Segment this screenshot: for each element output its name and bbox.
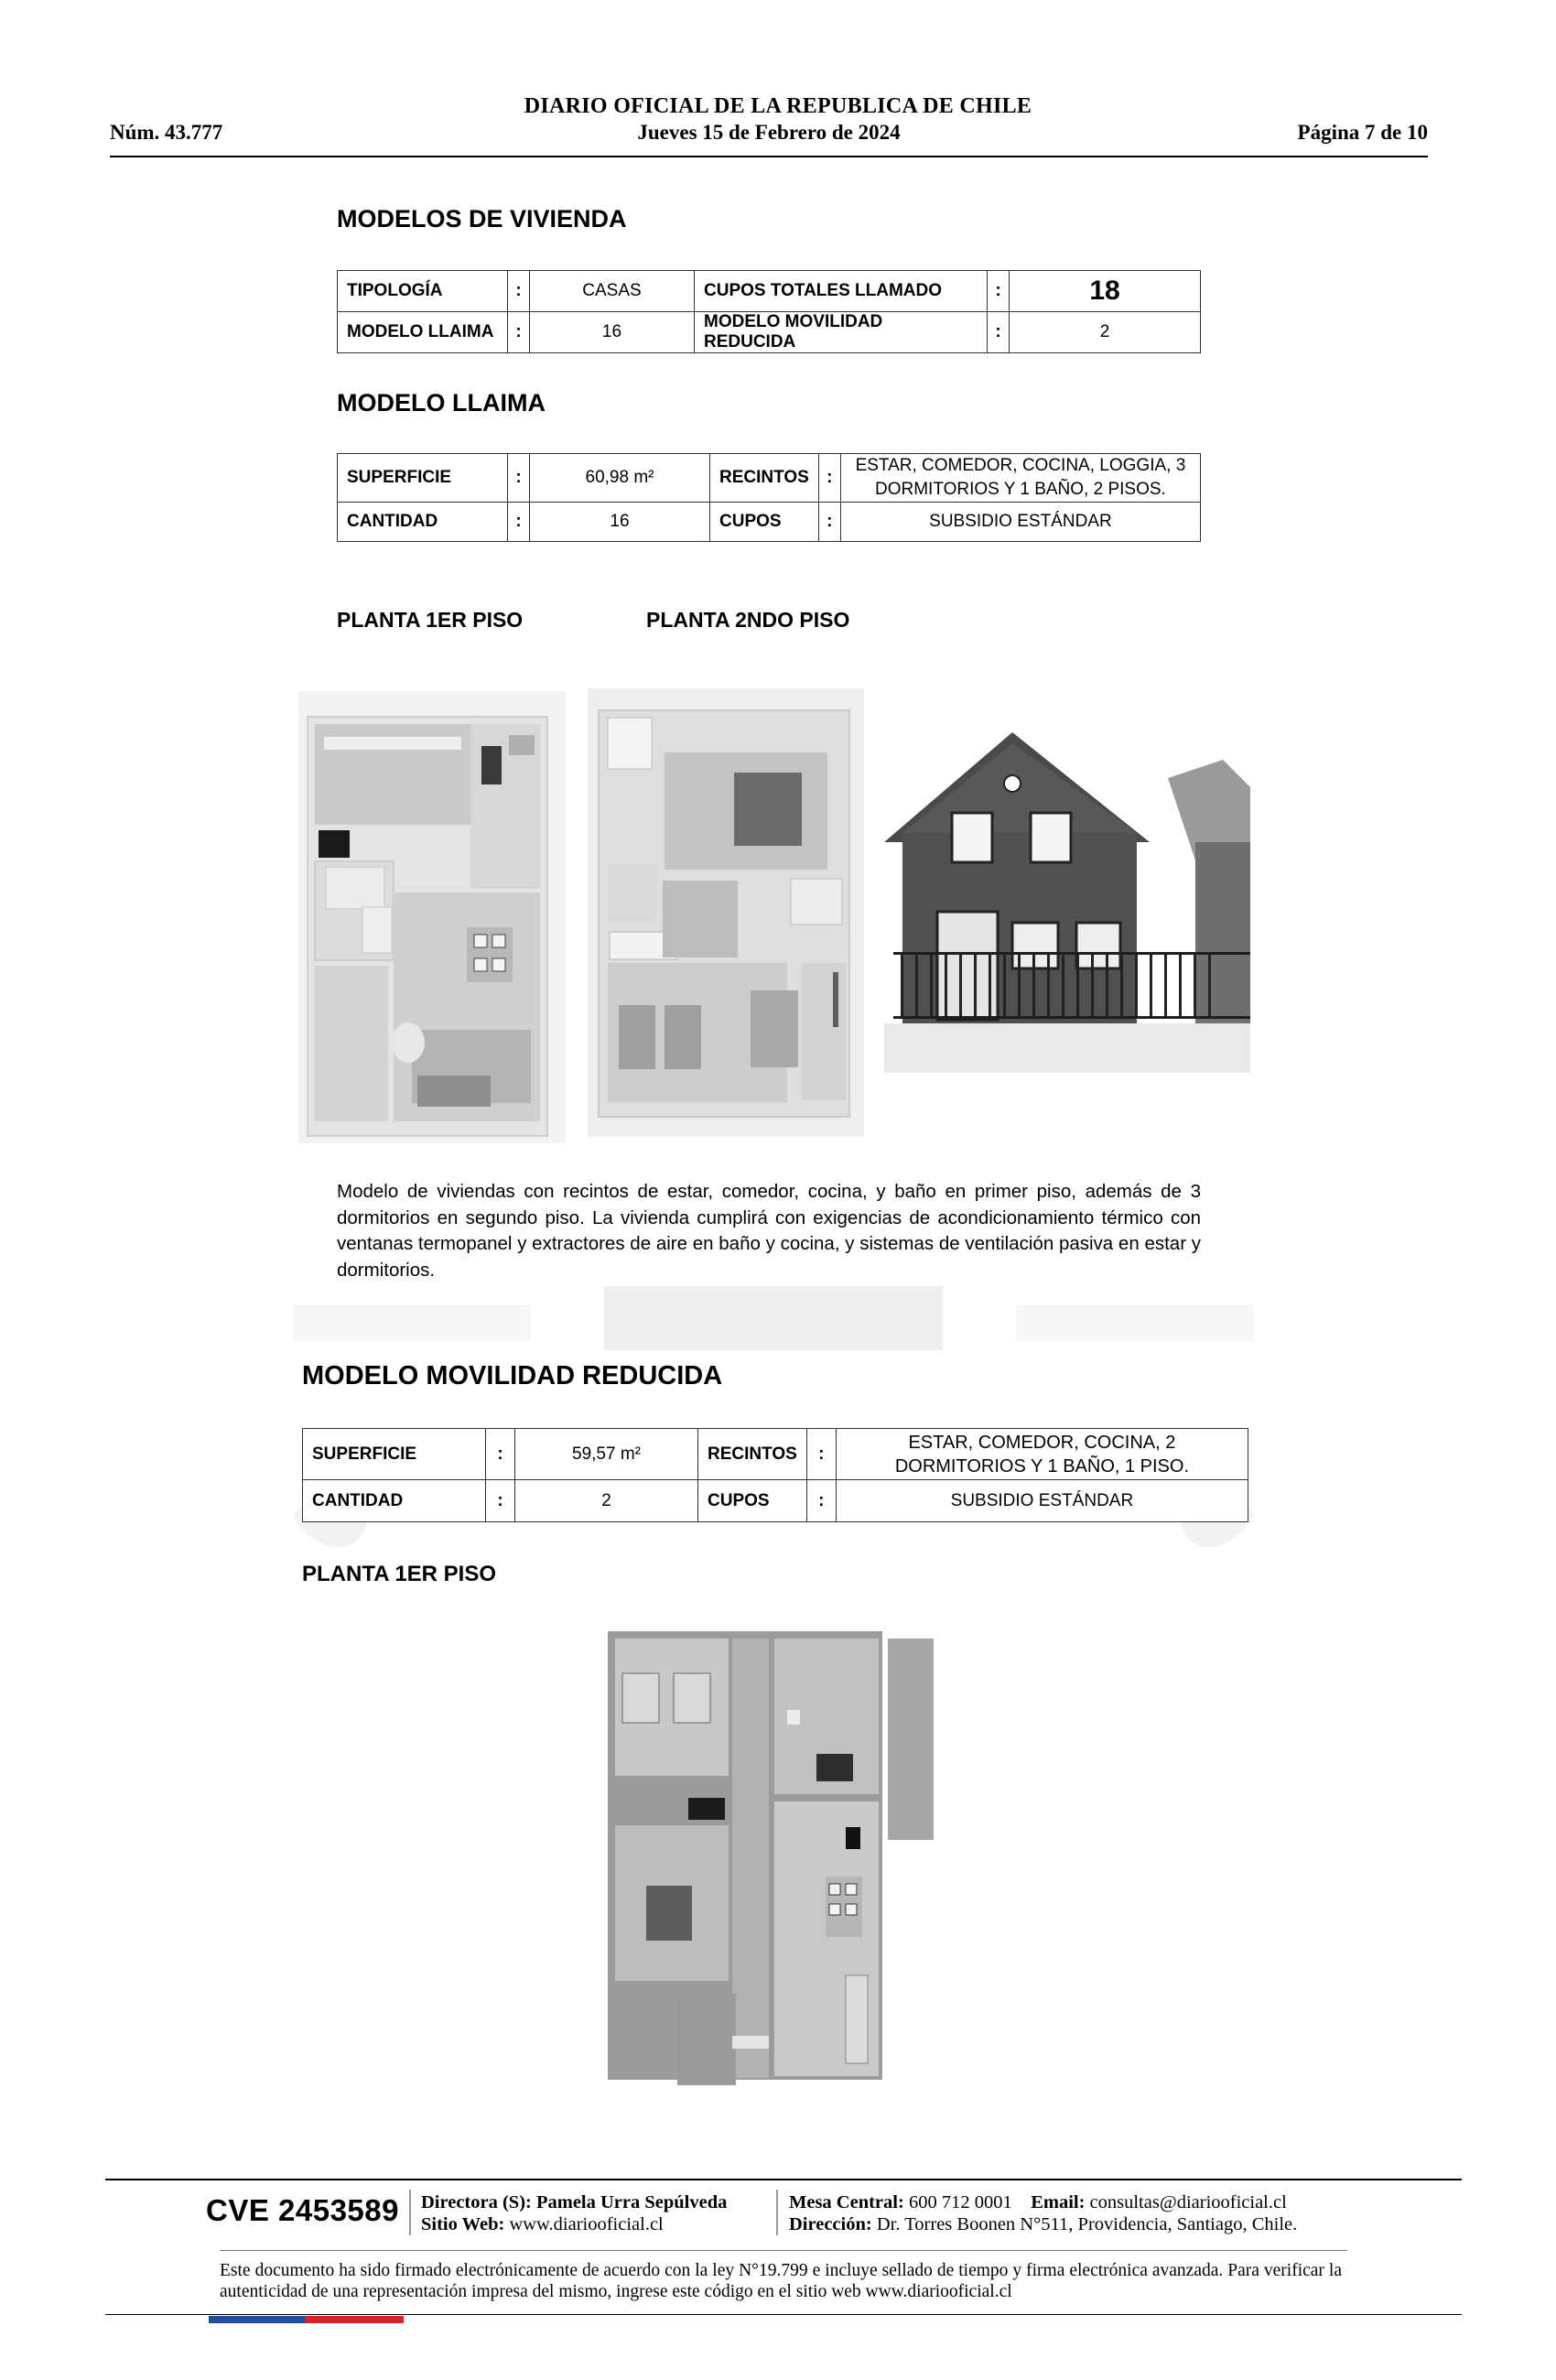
email-link[interactable]: consultas@diariooficial.cl [1089, 2192, 1287, 2212]
cell-superficie-value: 59,57 m² [515, 1429, 698, 1480]
footer-divider-thin [220, 2250, 1347, 2251]
llaima-description: Modelo de viviendas con recintos de estar, comedor, cocina, y baño en primer piso, además de 3 dormitorios en segundo piso. La vivienda cumplirá con exigencias de acondicionamiento térmico con ventanas termopanel y extractores de aire en baño y cocina, y sistemas de ventilación pasiva en estar y dormitorios. [337, 1181, 1201, 1281]
footer-divider-top [105, 2179, 1462, 2180]
cell-colon: : [818, 503, 840, 542]
cell-tipologia-label: TIPOLOGÍA [338, 271, 508, 312]
cell-superficie-value: 60,98 m² [530, 454, 710, 503]
recintos-line-2: DORMITORIOS Y 1 BAÑO, 1 PISO. [894, 1455, 1190, 1477]
cell-colon: : [988, 271, 1010, 312]
llaima-house-render-image [884, 732, 1250, 1073]
movilidad-floorplan-image [604, 1628, 945, 2098]
section-heading-movilidad: MODELO MOVILIDAD REDUCIDA [302, 1361, 723, 1390]
cell-modelo-llaima-value: 16 [530, 312, 695, 353]
cell-cupos-value: SUBSIDIO ESTÁNDAR [840, 503, 1200, 542]
llaima-plan1-label: PLANTA 1ER PISO [337, 608, 524, 632]
footer-separator [776, 2190, 778, 2235]
footer-director-line [421, 2191, 727, 2213]
movilidad-spec-table [302, 1428, 1248, 1522]
cell-cupos-label: CUPOS [710, 503, 819, 542]
cell-superficie-label: SUPERFICIE [338, 454, 508, 503]
issue-number: Núm. 43.777 [110, 121, 223, 144]
footer-director-block [421, 2191, 727, 2235]
section-heading-llaima: MODELO LLAIMA [337, 389, 546, 416]
cell-movilidad-label: MODELO MOVILIDAD REDUCIDA [695, 312, 988, 353]
flag-stripe-blue [209, 2316, 305, 2323]
cell-cupos-value: SUBSIDIO ESTÁNDAR [836, 1480, 1248, 1522]
cell-colon: : [806, 1429, 836, 1480]
cell-recintos-value [836, 1429, 1248, 1480]
cell-modelo-llaima-label: MODELO LLAIMA [338, 312, 508, 353]
llaima-spec-table [337, 453, 1201, 542]
issue-date: Jueves 15 de Febrero de 2024 [637, 121, 901, 144]
web-link[interactable]: www.diariooficial.cl [509, 2214, 664, 2234]
recintos-line-1: ESTAR, COMEDOR, COCINA, LOGGIA, 3 [855, 456, 1186, 475]
page-number: Página 7 de 10 [1297, 121, 1428, 144]
cell-cantidad-value: 2 [515, 1480, 698, 1522]
cell-cupos-totales-label: CUPOS TOTALES LLAMADO [695, 271, 988, 312]
llaima-floorplan-2nd-image [588, 688, 864, 1137]
cell-colon: : [508, 271, 530, 312]
cell-tipologia-value: CASAS [530, 271, 695, 312]
cve-code: CVE 2453589 [206, 2193, 399, 2227]
footer-separator [409, 2190, 411, 2235]
cell-colon: : [988, 312, 1010, 353]
llaima-floorplan-1st-image [298, 691, 566, 1143]
footer-divider-bottom [105, 2314, 1462, 2315]
models-summary-table [337, 270, 1201, 353]
movilidad-plan1-label: PLANTA 1ER PISO [302, 1562, 497, 1586]
cell-movilidad-value: 2 [1010, 312, 1201, 353]
flag-stripe-red [305, 2316, 404, 2323]
footer-contact-block [789, 2191, 1297, 2235]
cell-colon: : [508, 454, 530, 503]
cell-colon: : [508, 503, 530, 542]
mesa-value: 600 712 0001 [908, 2192, 1012, 2212]
direccion-label: Dirección: [789, 2214, 872, 2234]
cell-colon: : [486, 1480, 515, 1522]
mesa-label: Mesa Central: [789, 2192, 904, 2212]
header-divider [110, 156, 1428, 157]
footer-web-line [421, 2213, 727, 2235]
section-heading-models: MODELOS DE VIVIENDA [337, 205, 627, 233]
newspaper-title: DIARIO OFICIAL DE LA REPUBLICA DE CHILE [524, 94, 1032, 118]
cell-cupos-label: CUPOS [698, 1480, 807, 1522]
director-name: Pamela Urra Sepúlveda [535, 2192, 728, 2212]
web-label: Sitio Web: [421, 2214, 505, 2234]
cell-colon: : [818, 454, 840, 503]
recintos-line-1: ESTAR, COMEDOR, COCINA, 2 [908, 1432, 1176, 1453]
email-label: Email: [1031, 2192, 1086, 2212]
cell-cupos-totales-value: 18 [1010, 271, 1201, 312]
director-label: Directora (S): [421, 2192, 532, 2212]
footer-legal-text: Este documento ha sido firmado electrónicamente de acuerdo con la ley N°19.799 e incluye sellado de tiempo y firma electrónica avanzada. Para verificar la autenticidad de una representación impresa del mismo, ingrese este código en el sitio web www.diariooficial.cl [220, 2261, 1342, 2301]
cell-superficie-label: SUPERFICIE [303, 1429, 486, 1480]
cell-colon: : [806, 1480, 836, 1522]
cell-cantidad-value: 16 [530, 503, 710, 542]
cell-colon: : [486, 1429, 515, 1480]
cell-recintos-label: RECINTOS [710, 454, 819, 503]
footer-phone-line [789, 2191, 1297, 2213]
cell-cantidad-label: CANTIDAD [338, 503, 508, 542]
direccion-value: Dr. Torres Boonen N°511, Providencia, Santiago, Chile. [876, 2214, 1298, 2234]
cell-colon: : [508, 312, 530, 353]
cell-cantidad-label: CANTIDAD [303, 1480, 486, 1522]
recintos-line-2: DORMITORIOS Y 1 BAÑO, 2 PISOS. [875, 480, 1166, 499]
footer-address-line [789, 2213, 1297, 2235]
llaima-plan2-label: PLANTA 2NDO PISO [646, 608, 850, 632]
cell-recintos-value [840, 454, 1200, 503]
cell-recintos-label: RECINTOS [698, 1429, 807, 1480]
